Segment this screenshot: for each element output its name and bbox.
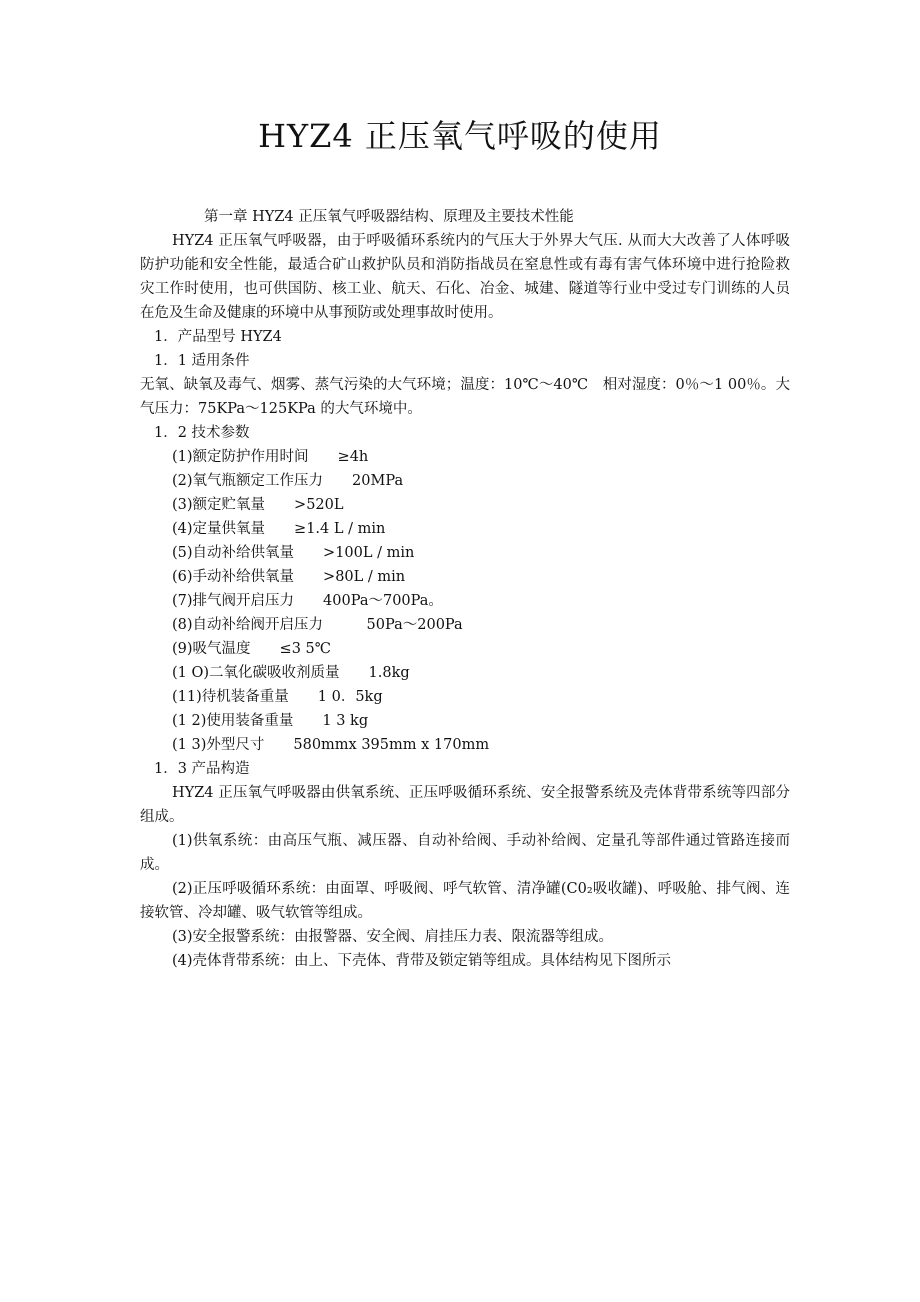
intro-paragraph: HYZ4 正压氧气呼吸器，由于呼吸循环系统内的气压大于外界大气压. 从而大大改善了人体呼吸防护功能和安全性能，最适合矿山救护队员和消防指战员在窒息性或有毒有害气体环境中进行抢险救灾工作时使用，也可供国防、核工业、航天、石化、冶金、城建、隧道等行业中受过专门训练的人员在危及生命及健康的环境中从事预防或处理事故时使用。 [140, 233, 790, 321]
param-label: (9)吸气温度 [172, 641, 251, 657]
param-value: ≥1.4 L / min [294, 521, 386, 537]
system-paragraph: (2)正压呼吸循环系统：由面罩、呼吸阀、呼气软管、清净罐(C0₂吸收罐)、呼吸舱、排气阀、连接软管、冷却罐、吸气软管等组成。 [140, 881, 790, 921]
param-value: ≥4h [337, 449, 369, 465]
param-value: 400Pa～700Pa。 [323, 593, 443, 609]
param-item [140, 709, 790, 733]
param-item [140, 613, 790, 637]
param-label: (5)自动补给供氧量 [172, 545, 295, 561]
param-label: (2)氧气瓶额定工作压力 [172, 473, 324, 489]
section-1-3-heading: 1．3 产品构造 [154, 761, 250, 777]
param-item [140, 565, 790, 589]
param-label: (11)待机装备重量 [172, 689, 289, 705]
param-item [140, 685, 790, 709]
param-item [140, 517, 790, 541]
param-value: ≤3 5℃ [279, 641, 331, 657]
param-label: (6)手动补给供氧量 [172, 569, 295, 585]
section-1-1-heading: 1．1 适用条件 [154, 353, 250, 369]
param-value: 1 3 kg [322, 713, 369, 729]
param-value: 1 0．5kg [317, 689, 383, 705]
param-label: (4)定量供氧量 [172, 521, 266, 537]
param-value: >520L [294, 497, 344, 513]
construction-paragraph: HYZ4 正压氧气呼吸器由供氧系统、正压呼吸循环系统、安全报警系统及壳体背带系统等四部分组成。 [140, 785, 790, 825]
document-title: HYZ4 正压氧气呼吸的使用 [258, 117, 662, 155]
param-label: (7)排气阀开启压力 [172, 593, 295, 609]
param-label: (1 O)二氧化碳吸收剂质量 [172, 665, 340, 681]
system-paragraph: (4)壳体背带系统：由上、下壳体、背带及锁定销等组成。具体结构见下图所示 [172, 953, 672, 969]
param-value: 50Pa～200Pa [366, 617, 463, 633]
system-paragraph: (3)安全报警系统：由报警器、安全阀、肩挂压力表、限流器等组成。 [172, 929, 614, 945]
conditions-paragraph: 无氧、缺氧及毒气、烟雾、蒸气污染的大气环境；温度：10℃～40℃ 相对湿度：0％～1 00％。大气压力：75KPa～125KPa 的大气环境中。 [140, 377, 790, 417]
param-label: (1 3)外型尺寸 [172, 737, 265, 753]
param-value: 580mmx 395mm x 170mm [293, 737, 490, 753]
param-item [140, 661, 790, 685]
param-label: (1)额定防护作用时间 [172, 449, 309, 465]
param-item [140, 637, 790, 661]
param-item [140, 445, 790, 469]
chapter-heading: 第一章 HYZ4 正压氧气呼吸器结构、原理及主要技术性能 [204, 209, 574, 225]
param-item [140, 589, 790, 613]
param-label: (3)额定贮氧量 [172, 497, 266, 513]
param-value: 1.8kg [368, 665, 410, 681]
param-item [140, 493, 790, 517]
param-value: >80L / min [323, 569, 406, 585]
section-1-heading: 1．产品型号 HYZ4 [154, 329, 282, 345]
param-label: (1 2)使用装备重量 [172, 713, 294, 729]
param-item [140, 733, 790, 757]
document-body [140, 205, 790, 973]
param-value: 20MPa [352, 473, 404, 489]
param-item [140, 469, 790, 493]
param-value: >100L / min [323, 545, 415, 561]
system-paragraph: (1)供氧系统：由高压气瓶、减压器、自动补给阀、手动补给阀、定量孔等部件通过管路连接而成。 [140, 833, 790, 873]
section-1-2-heading: 1．2 技术参数 [154, 425, 250, 441]
param-label: (8)自动补给阀开启压力 [172, 617, 324, 633]
param-item [140, 541, 790, 565]
